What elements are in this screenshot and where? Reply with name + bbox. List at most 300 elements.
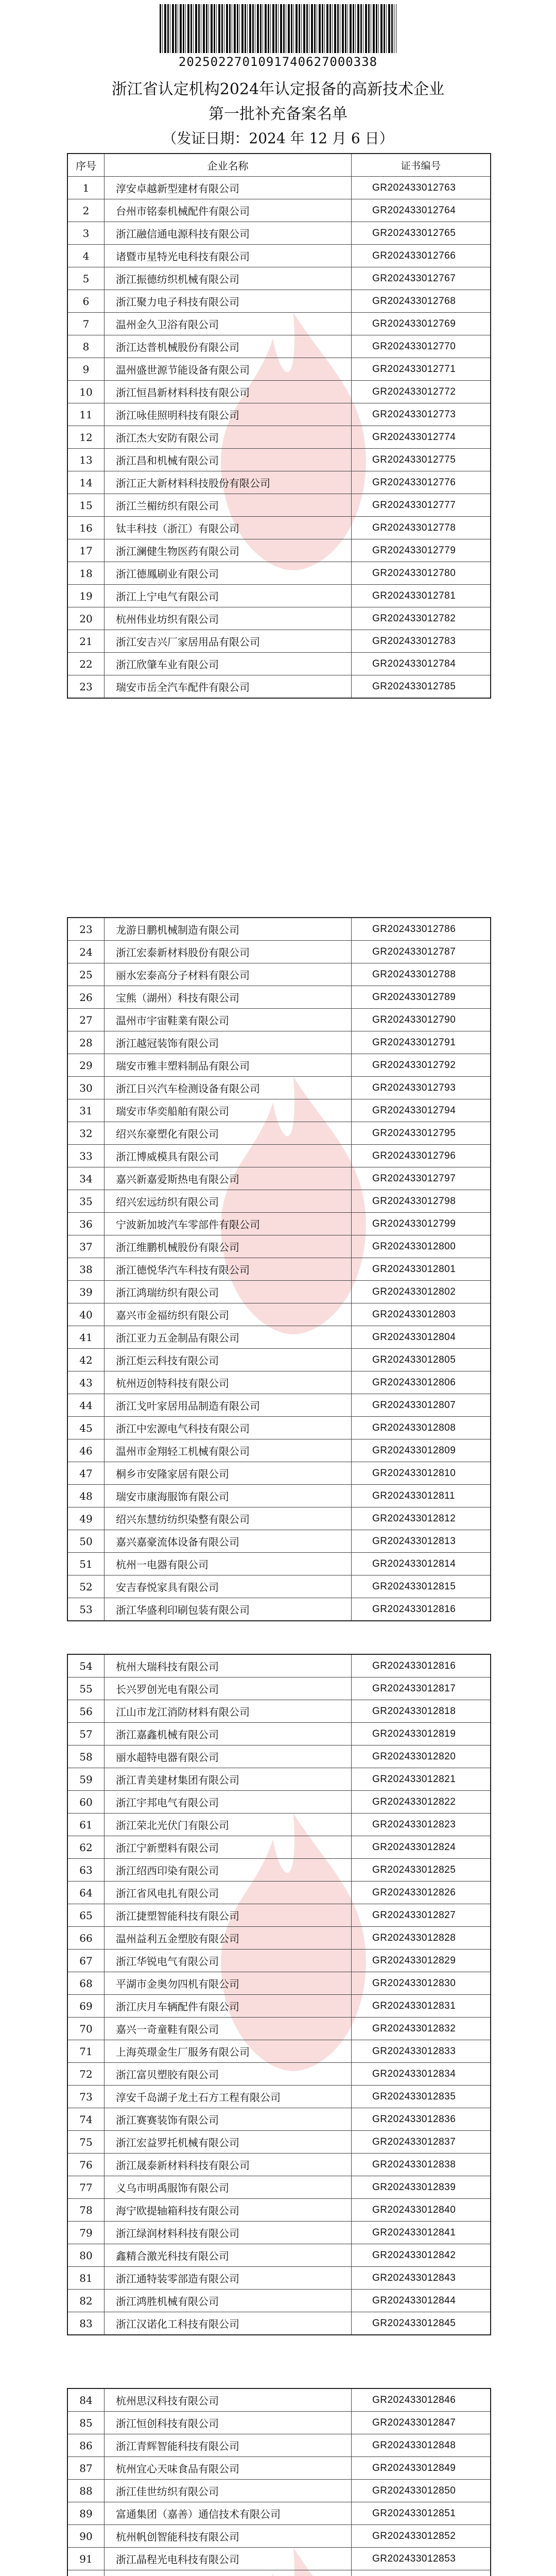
cell-no: 14	[68, 471, 105, 494]
cell-no: 79	[68, 2222, 105, 2244]
cell-no: 8	[68, 335, 105, 358]
cell-name: 浙江中宏源电气科技有限公司	[105, 1417, 352, 1439]
table-row	[68, 1507, 490, 1530]
cell-name: 浙江澜健生物医药有限公司	[105, 539, 352, 562]
cell-cert: GR202433012822	[372, 1796, 456, 1807]
table-row	[68, 2154, 490, 2176]
table-row	[68, 1927, 490, 1950]
cell-name: 浙江庆月车辆配件有限公司	[105, 1995, 352, 2017]
cell-no: 47	[68, 1462, 105, 1484]
cell-no: 56	[68, 1700, 105, 1722]
table-row	[68, 1575, 490, 1598]
cell-name: 浙江德鳳刷业有限公司	[105, 562, 352, 584]
cell-cert: GR202433012801	[372, 1263, 456, 1275]
table-row	[68, 1349, 490, 1371]
cell-name: 绍兴东慧纺纺织染整有限公司	[105, 1507, 352, 1530]
cell-cert: GR202433012844	[372, 2295, 456, 2306]
cell-cert: GR202433012768	[372, 295, 456, 307]
table-row	[68, 335, 490, 358]
cell-name: 瑞安市康海服饰有限公司	[105, 1485, 352, 1507]
cell-name: 浙江越冠装饰有限公司	[105, 1031, 352, 1054]
table-row	[68, 1950, 490, 1972]
cell-cert: GR202433012806	[372, 1377, 456, 1388]
header-name: 企业名称	[105, 154, 352, 176]
cell-no: 10	[68, 381, 105, 403]
cell-no: 77	[68, 2176, 105, 2198]
cell-no: 84	[68, 2389, 105, 2411]
cell-cert: GR202433012809	[372, 1445, 456, 1456]
cell-no: 52	[68, 1575, 105, 1598]
table-row	[68, 471, 490, 494]
table-row	[68, 177, 490, 199]
cell-no: 53	[68, 1598, 105, 1620]
cell-no: 29	[68, 1054, 105, 1076]
table-row	[68, 1904, 490, 1927]
cell-cert: GR202433012782	[372, 613, 456, 624]
cell-no: 1	[68, 177, 105, 199]
cell-name: 长兴罗创光电有限公司	[105, 1677, 352, 1700]
cell-cert: GR202433012777	[372, 499, 456, 511]
cell-no: 26	[68, 986, 105, 1008]
cell-cert: GR202433012830	[372, 1977, 456, 1989]
table-row	[68, 2434, 490, 2457]
table-row	[68, 1814, 490, 1836]
table-row	[68, 222, 490, 245]
cell-no: 16	[68, 517, 105, 539]
table-row	[68, 290, 490, 313]
cell-name: 浙江鸿瑞纺织有限公司	[105, 1281, 352, 1303]
cell-cert: GR202433012816	[372, 1603, 456, 1615]
cell-cert: GR202433012849	[372, 2462, 456, 2473]
table-row	[68, 630, 490, 653]
cell-no: 72	[68, 2063, 105, 2085]
cell-cert: GR202433012794	[372, 1105, 456, 1116]
cell-no: 32	[68, 1122, 105, 1144]
cell-name: 绍兴宏远纺织有限公司	[105, 1190, 352, 1212]
table-row	[68, 1655, 490, 1677]
cell-name: 杭州迈创特科技有限公司	[105, 1371, 352, 1394]
cell-no: 6	[68, 290, 105, 312]
cell-no: 55	[68, 1677, 105, 1700]
header-no: 序号	[68, 154, 105, 176]
cell-name: 浙江炬云科技有限公司	[105, 1349, 352, 1371]
cell-no: 74	[68, 2108, 105, 2130]
cell-name: 鑫精合激光科技有限公司	[105, 2244, 352, 2266]
cell-cert: GR202433012815	[372, 1581, 456, 1592]
table-row	[68, 1745, 490, 1768]
cell-name: 淳安卓越新型建材有限公司	[105, 177, 352, 199]
cell-name: 龙游日鹏机械制造有限公司	[105, 918, 352, 940]
table-row	[68, 2244, 490, 2267]
cell-cert: GR202433012765	[372, 227, 456, 239]
table-row	[68, 2389, 490, 2412]
table-row	[68, 1077, 490, 1099]
cell-cert: GR202433012784	[372, 658, 456, 669]
cell-cert: GR202433012774	[372, 431, 456, 443]
company-table	[67, 153, 491, 699]
cell-name: 杭州帆创智能科技有限公司	[105, 2525, 352, 2547]
cell-no: 34	[68, 1167, 105, 1190]
cell-name: 浙江晶程光电科技有限公司	[105, 2548, 352, 2570]
cell-no: 46	[68, 1439, 105, 1462]
cell-cert: GR202433012845	[372, 2317, 456, 2329]
table-row	[68, 2480, 490, 2502]
cell-name: 温州益利五金塑胶有限公司	[105, 1927, 352, 1949]
cell-cert: GR202433012852	[372, 2530, 456, 2541]
cell-no: 41	[68, 1326, 105, 1348]
table-row	[68, 1882, 490, 1904]
cell-no: 64	[68, 1882, 105, 1904]
cell-name: 绍兴东豪塑化有限公司	[105, 1122, 352, 1144]
cell-no: 4	[68, 245, 105, 267]
cell-name: 浙江咏佳照明科技有限公司	[105, 403, 352, 426]
cell-cert: GR202433012851	[372, 2507, 456, 2519]
cell-name: 嘉兴新嘉爱斯热电有限公司	[105, 1167, 352, 1190]
table-row	[68, 1972, 490, 1995]
table-row	[68, 1099, 490, 1122]
table-row	[68, 2267, 490, 2290]
cell-name: 浙江嘉鑫机械有限公司	[105, 1723, 352, 1745]
cell-name: 浙江省风电扎有限公司	[105, 1882, 352, 1904]
cell-no: 36	[68, 1213, 105, 1235]
cell-cert: GR202433012827	[372, 1909, 456, 1921]
cell-name: 宁波新加坡汽车零部件有限公司	[105, 1213, 352, 1235]
cell-cert: GR202433012838	[372, 2159, 456, 2170]
cell-name: 浙江聚力电子科技有限公司	[105, 290, 352, 312]
table-row	[68, 1700, 490, 1723]
cell-no: 58	[68, 1745, 105, 1768]
cell-name: 嘉兴一奇童鞋有限公司	[105, 2018, 352, 2040]
cell-name: 浙江绍西印染有限公司	[105, 1859, 352, 1881]
cell-cert: GR202433012811	[372, 1490, 455, 1501]
cell-cert: GR202433012839	[372, 2181, 456, 2193]
table-row	[68, 1167, 490, 1190]
cell-cert: GR202433012837	[372, 2136, 456, 2147]
table-row	[68, 313, 490, 335]
cell-cert: GR202433012843	[372, 2272, 456, 2283]
cell-cert: GR202433012796	[372, 1150, 456, 1161]
cell-cert: GR202433012820	[372, 1751, 456, 1762]
cell-cert: GR202433012776	[372, 477, 456, 488]
cell-no: 28	[68, 1031, 105, 1054]
table-row	[68, 1859, 490, 1882]
cell-cert: GR202433012770	[372, 341, 456, 352]
cell-name: 浙江达普机械股份有限公司	[105, 335, 352, 358]
table-row	[68, 2199, 490, 2222]
cell-name: 丽水超特电器有限公司	[105, 1745, 352, 1768]
table-row	[68, 1054, 490, 1077]
cell-cert: GR202433012779	[372, 545, 456, 556]
cell-cert: GR202433012788	[372, 969, 456, 980]
cell-cert: GR202433012790	[372, 1014, 456, 1025]
cell-name: 浙江杰大安防有限公司	[105, 426, 352, 448]
cell-cert: GR202433012803	[372, 1309, 456, 1320]
cell-name: 诸暨市星特光电科技有限公司	[105, 245, 352, 267]
cell-cert: GR202433012812	[372, 1513, 456, 1524]
cell-no: 62	[68, 1836, 105, 1858]
table-row	[68, 2040, 490, 2063]
cell-name: 杭州伟业坊织有限公司	[105, 607, 352, 630]
cell-name: 瑞安市雅丰塑料制品有限公司	[105, 1054, 352, 1076]
cell-name: 杭州宜心天味食品有限公司	[105, 2457, 352, 2479]
cell-name: 浙江安吉兴厂家居用品有限公司	[105, 630, 352, 652]
table-row	[68, 517, 490, 539]
table-row	[68, 1235, 490, 1258]
cell-name: 温州市金翔轻工机械有限公司	[105, 1439, 352, 1462]
cell-no: 5	[68, 267, 105, 290]
table-row	[68, 1394, 490, 1417]
cell-no: 21	[68, 630, 105, 652]
cell-no: 25	[68, 963, 105, 986]
table-row	[68, 1553, 490, 1575]
cell-cert: GR202433012798	[372, 1195, 456, 1207]
cell-no: 73	[68, 2086, 105, 2108]
cell-no: 71	[68, 2040, 105, 2062]
cell-no: 20	[68, 607, 105, 630]
cell-no: 78	[68, 2199, 105, 2221]
cell-cert: GR202433012783	[372, 635, 456, 647]
company-table	[67, 2388, 491, 2576]
table-row	[68, 2502, 490, 2525]
cell-no: 35	[68, 1190, 105, 1212]
cell-cert: GR202433012814	[372, 1558, 456, 1569]
cell-no: 38	[68, 1258, 105, 1280]
cell-cert: GR202433012787	[372, 946, 456, 957]
cell-name: 浙江佳世纺织有限公司	[105, 2480, 352, 2502]
table-row	[68, 358, 490, 381]
table-row	[68, 1598, 490, 1620]
cell-name: 浙江宏泰新材料股份有限公司	[105, 941, 352, 963]
cell-no: 9	[68, 358, 105, 380]
cell-cert: GR202433012842	[372, 2249, 456, 2261]
table-header-row	[68, 154, 490, 177]
cell-no: 12	[68, 426, 105, 448]
cell-cert: GR202433012823	[372, 1819, 456, 1830]
cell-cert: GR202433012797	[372, 1173, 456, 1184]
cell-name	[105, 2570, 352, 2576]
cell-no: 27	[68, 1009, 105, 1031]
cell-name: 浙江博威模具有限公司	[105, 1145, 352, 1167]
cell-no: 57	[68, 1723, 105, 1745]
cell-cert: GR202433012848	[372, 2439, 456, 2451]
cell-cert: GR202433012795	[372, 1127, 456, 1139]
cell-no: 67	[68, 1950, 105, 1972]
cell-name: 浙江恒创科技有限公司	[105, 2412, 352, 2434]
cell-name: 浙江维鹏机械股份有限公司	[105, 1235, 352, 1258]
table-row	[68, 449, 490, 471]
header-cert: 证书编号	[401, 160, 441, 172]
cell-name: 浙江亚力五金制品有限公司	[105, 1326, 352, 1348]
cell-no: 42	[68, 1349, 105, 1371]
cell-cert: GR202433012824	[372, 1841, 456, 1853]
cell-cert: GR202433012773	[372, 409, 456, 420]
cell-cert: GR202433012828	[372, 1932, 456, 1943]
cell-no: 70	[68, 2018, 105, 2040]
table-row	[68, 1009, 490, 1031]
cell-name: 嘉兴嘉豪流体设备有限公司	[105, 1530, 352, 1552]
cell-no: 23	[68, 675, 105, 698]
cell-no: 60	[68, 1791, 105, 1813]
company-table	[67, 1654, 491, 2335]
cell-no: 7	[68, 313, 105, 335]
table-row	[68, 2018, 490, 2040]
cell-no: 86	[68, 2434, 105, 2456]
cell-cert: GR202433012818	[372, 1705, 456, 1717]
cell-cert: GR202433012771	[372, 363, 456, 375]
cell-no: 81	[68, 2267, 105, 2289]
cell-name: 平湖市金奥勿四机有限公司	[105, 1972, 352, 1994]
table-row	[68, 1836, 490, 1859]
cell-name: 浙江通特装零部造有限公司	[105, 2267, 352, 2289]
cell-cert: GR202433012763	[372, 182, 456, 193]
cell-no: 50	[68, 1530, 105, 1552]
cell-name: 上海英璟金生厂服务有限公司	[105, 2040, 352, 2062]
cell-name: 浙江戈叶家居用品制造有限公司	[105, 1394, 352, 1416]
cell-name: 浙江宏益罗托机械有限公司	[105, 2131, 352, 2153]
cell-name: 台州市铭泰机械配件有限公司	[105, 199, 352, 222]
table-row	[68, 381, 490, 403]
document-subtitle: 第一批补充备案名单	[208, 105, 348, 123]
table-row	[68, 2412, 490, 2434]
table-row	[68, 245, 490, 267]
cell-name: 浙江德悦华汽车科技有限公司	[105, 1258, 352, 1280]
cell-cert: GR202433012781	[372, 590, 456, 601]
table-row	[68, 986, 490, 1009]
cell-no: 2	[68, 199, 105, 222]
table-row	[68, 941, 490, 963]
cell-cert: GR202433012793	[372, 1082, 456, 1093]
cell-name: 钛丰科技（浙江）有限公司	[105, 517, 352, 539]
cell-no: 33	[68, 1145, 105, 1167]
table-row	[68, 1417, 490, 1439]
barcode-image	[160, 4, 396, 53]
cell-no: 68	[68, 1972, 105, 1994]
table-row	[68, 1723, 490, 1745]
table-row	[68, 199, 490, 222]
table-row	[68, 2222, 490, 2244]
cell-no: 54	[68, 1655, 105, 1677]
cell-cert: GR202433012832	[372, 2023, 456, 2034]
table-row	[68, 1145, 490, 1167]
cell-name: 义乌市明禹服饰有限公司	[105, 2176, 352, 2198]
cell-cert: GR202433012850	[372, 2485, 456, 2496]
cell-cert: GR202433012785	[372, 681, 456, 692]
cell-cert: GR202433012819	[372, 1728, 456, 1739]
cell-no: 65	[68, 1904, 105, 1926]
cell-no: 30	[68, 1077, 105, 1099]
cell-name: 浙江宁新塑料有限公司	[105, 1836, 352, 1858]
cell-name: 浙江鸿胜机械有限公司	[105, 2290, 352, 2312]
table-row	[68, 562, 490, 585]
cell-cert: GR202433012831	[372, 2000, 456, 2011]
document-title: 浙江省认定机构2024年认定报备的高新技术企业	[111, 80, 445, 98]
cell-no: 31	[68, 1099, 105, 1122]
table-row	[68, 2570, 490, 2576]
cell-cert: GR202433012804	[372, 1331, 456, 1343]
table-row	[68, 1462, 490, 1485]
table-row	[68, 1791, 490, 1814]
table-row	[68, 2290, 490, 2312]
cell-no: 85	[68, 2412, 105, 2434]
cell-cert: GR202433012789	[372, 991, 456, 1003]
cell-cert: GR202433012807	[372, 1399, 456, 1411]
cell-no	[68, 2570, 105, 2576]
table-row	[68, 2548, 490, 2570]
table-row	[68, 1281, 490, 1303]
table-row	[68, 1530, 490, 1553]
cell-no: 11	[68, 403, 105, 426]
cell-cert: GR202433012826	[372, 1887, 456, 1898]
cell-cert: GR202433012766	[372, 250, 456, 261]
cell-cert: GR202433012799	[372, 1218, 456, 1229]
table-row	[68, 426, 490, 449]
table-row	[68, 963, 490, 986]
cell-cert: GR202433012764	[372, 205, 456, 216]
cell-no: 89	[68, 2502, 105, 2524]
cell-name: 浙江兰楣纺织有限公司	[105, 494, 352, 516]
table-row	[68, 267, 490, 290]
cell-name: 丽水宏泰高分子材料有限公司	[105, 963, 352, 986]
cell-no: 82	[68, 2290, 105, 2312]
cell-no: 23	[68, 918, 105, 940]
cell-no: 90	[68, 2525, 105, 2547]
cell-cert: GR202433012786	[372, 923, 456, 935]
table-row	[68, 539, 490, 562]
cell-name: 浙江华盛利印刷包装有限公司	[105, 1598, 352, 1620]
table-row	[68, 1485, 490, 1507]
cell-cert: GR202433012800	[372, 1241, 456, 1252]
cell-name: 浙江恒昌新材料科技有限公司	[105, 381, 352, 403]
cell-cert: GR202433012767	[372, 273, 456, 284]
cell-cert: GR202433012810	[372, 1467, 456, 1479]
cell-name: 浙江华锐电气有限公司	[105, 1950, 352, 1972]
cell-name: 浙江欣肇车业有限公司	[105, 653, 352, 675]
cell-no: 3	[68, 222, 105, 244]
table-row	[68, 1371, 490, 1394]
table-row	[68, 918, 490, 941]
cell-cert: GR202433012791	[372, 1037, 456, 1048]
table-row	[68, 675, 490, 698]
cell-name: 浙江融信通电源科技有限公司	[105, 222, 352, 244]
cell-no: 15	[68, 494, 105, 516]
cell-no: 37	[68, 1235, 105, 1258]
cell-name: 浙江日兴汽车检测设备有限公司	[105, 1077, 352, 1099]
cell-name: 浙江富贝塑胶有限公司	[105, 2063, 352, 2085]
cell-cert: GR202433012780	[372, 567, 456, 579]
cell-no: 49	[68, 1507, 105, 1530]
cell-cert: GR202433012778	[372, 522, 456, 533]
cell-cert: GR202433012853	[372, 2553, 456, 2564]
cell-no: 18	[68, 562, 105, 584]
table-row	[68, 403, 490, 426]
cell-cert	[352, 2570, 490, 2576]
cell-name: 浙江捷塑智能科技有限公司	[105, 1904, 352, 1926]
cell-name: 江山市龙江消防材料有限公司	[105, 1700, 352, 1722]
cell-name: 浙江荣北光伏门有限公司	[105, 1814, 352, 1836]
cell-cert: GR202433012836	[372, 2113, 456, 2125]
cell-name: 浙江宇邦电气有限公司	[105, 1791, 352, 1813]
cell-name: 杭州一电器有限公司	[105, 1553, 352, 1575]
cell-no: 51	[68, 1553, 105, 1575]
cell-name: 温州盛世源节能设备有限公司	[105, 358, 352, 380]
table-row	[68, 1995, 490, 2018]
table-row	[68, 1303, 490, 1326]
cell-cert: GR202433012846	[372, 2394, 456, 2405]
table-row	[68, 2176, 490, 2199]
cell-cert: GR202433012817	[372, 1683, 456, 1694]
cell-name: 浙江昌和机械有限公司	[105, 449, 352, 471]
cell-no: 75	[68, 2131, 105, 2153]
